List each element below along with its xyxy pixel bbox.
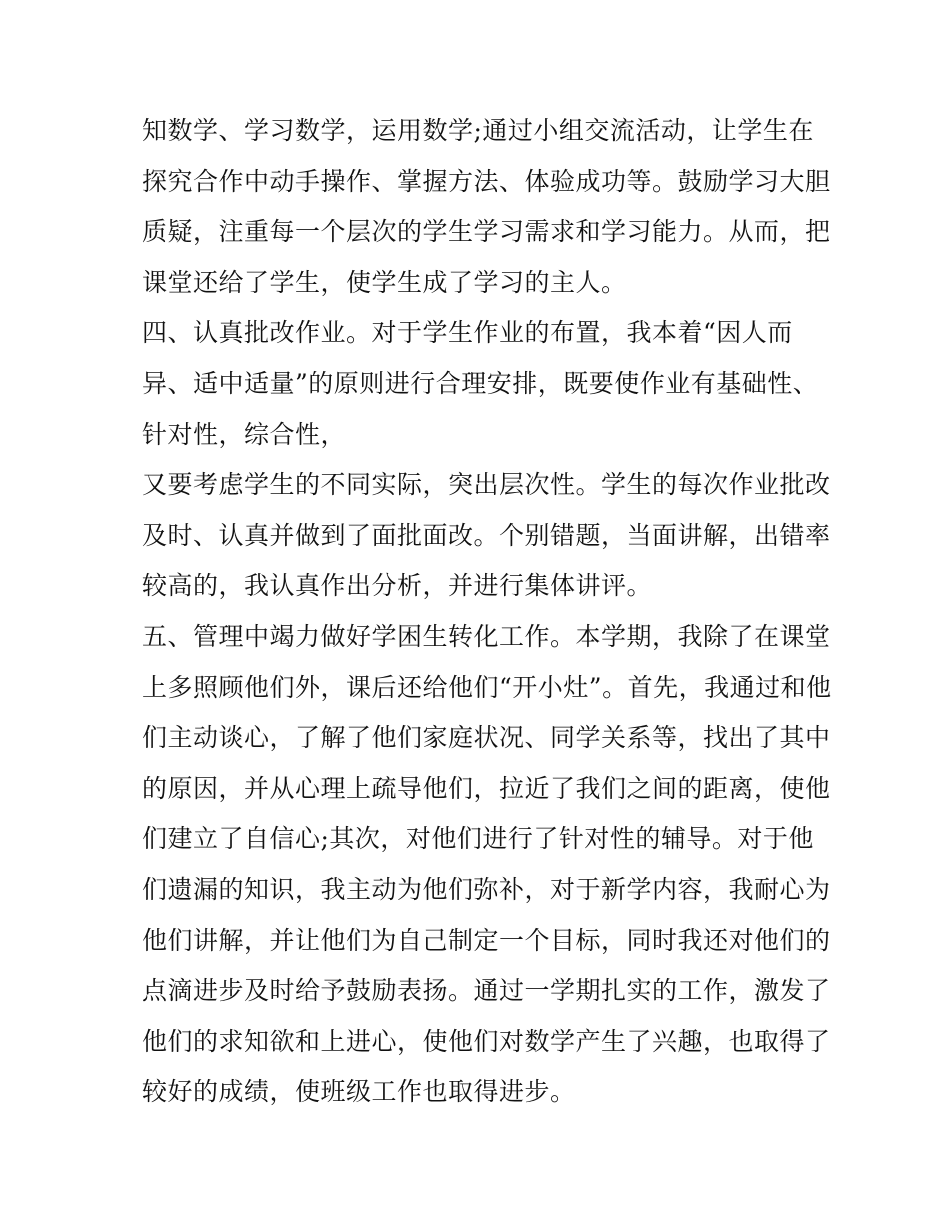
- section-heading-line: 四、认真批改作业。对于学生作业的布置，我本着“因人而: [142, 318, 793, 348]
- text-line: 针对性，综合性，: [142, 419, 347, 449]
- text-line: 上多照顾他们外，课后还给他们“开小灶”。首先，我通过和他: [142, 672, 832, 702]
- document-body: [142, 106, 832, 1118]
- text-line: 们遗漏的知识，我主动为他们弥补，对于新学内容，我耐心为: [142, 874, 831, 904]
- text-line: 知数学、学习数学，运用数学;通过小组交流活动，让学生在: [142, 116, 814, 145]
- text-line: 点滴进步及时给予鼓励表扬。通过一学期扎实的工作，激发了: [142, 976, 831, 1006]
- text-line: 他们讲解，并让他们为自己制定一个目标，同时我还对他们的: [142, 925, 831, 955]
- text-line: 课堂还给了学生，使学生成了学习的主人。: [142, 267, 627, 297]
- text-line: 们建立了自信心;其次，对他们进行了针对性的辅导。对于他: [142, 824, 814, 854]
- text-line: 的原因，并从心理上疏导他们，拉近了我们之间的距离，使他: [142, 773, 831, 803]
- text-line: 探究合作中动手操作、掌握方法、体验成功等。鼓励学习大胆: [142, 166, 831, 196]
- section-heading-line: 五、管理中竭力做好学困生转化工作。本学期，我除了在课堂: [142, 621, 831, 651]
- text-line: 们主动谈心，了解了他们家庭状况、同学关系等，找出了其中: [142, 723, 831, 753]
- text-line: 又要考虑学生的不同实际，突出层次性。学生的每次作业批改: [142, 470, 831, 500]
- text-line: 较好的成绩，使班级工作也取得进步。: [142, 1077, 576, 1107]
- text-line: 他们的求知欲和上进心，使他们对数学产生了兴趣，也取得了: [142, 1026, 831, 1056]
- text-line: 质疑，注重每一个层次的学生学习需求和学习能力。从而，把: [142, 217, 831, 247]
- text-line: 异、适中适量”的原则进行合理安排，既要使作业有基础性、: [142, 368, 819, 398]
- text-line: 较高的，我认真作出分析，并进行集体讲评。: [142, 571, 653, 601]
- text-line: 及时、认真并做到了面批面改。个别错题，当面讲解，出错率: [142, 520, 831, 550]
